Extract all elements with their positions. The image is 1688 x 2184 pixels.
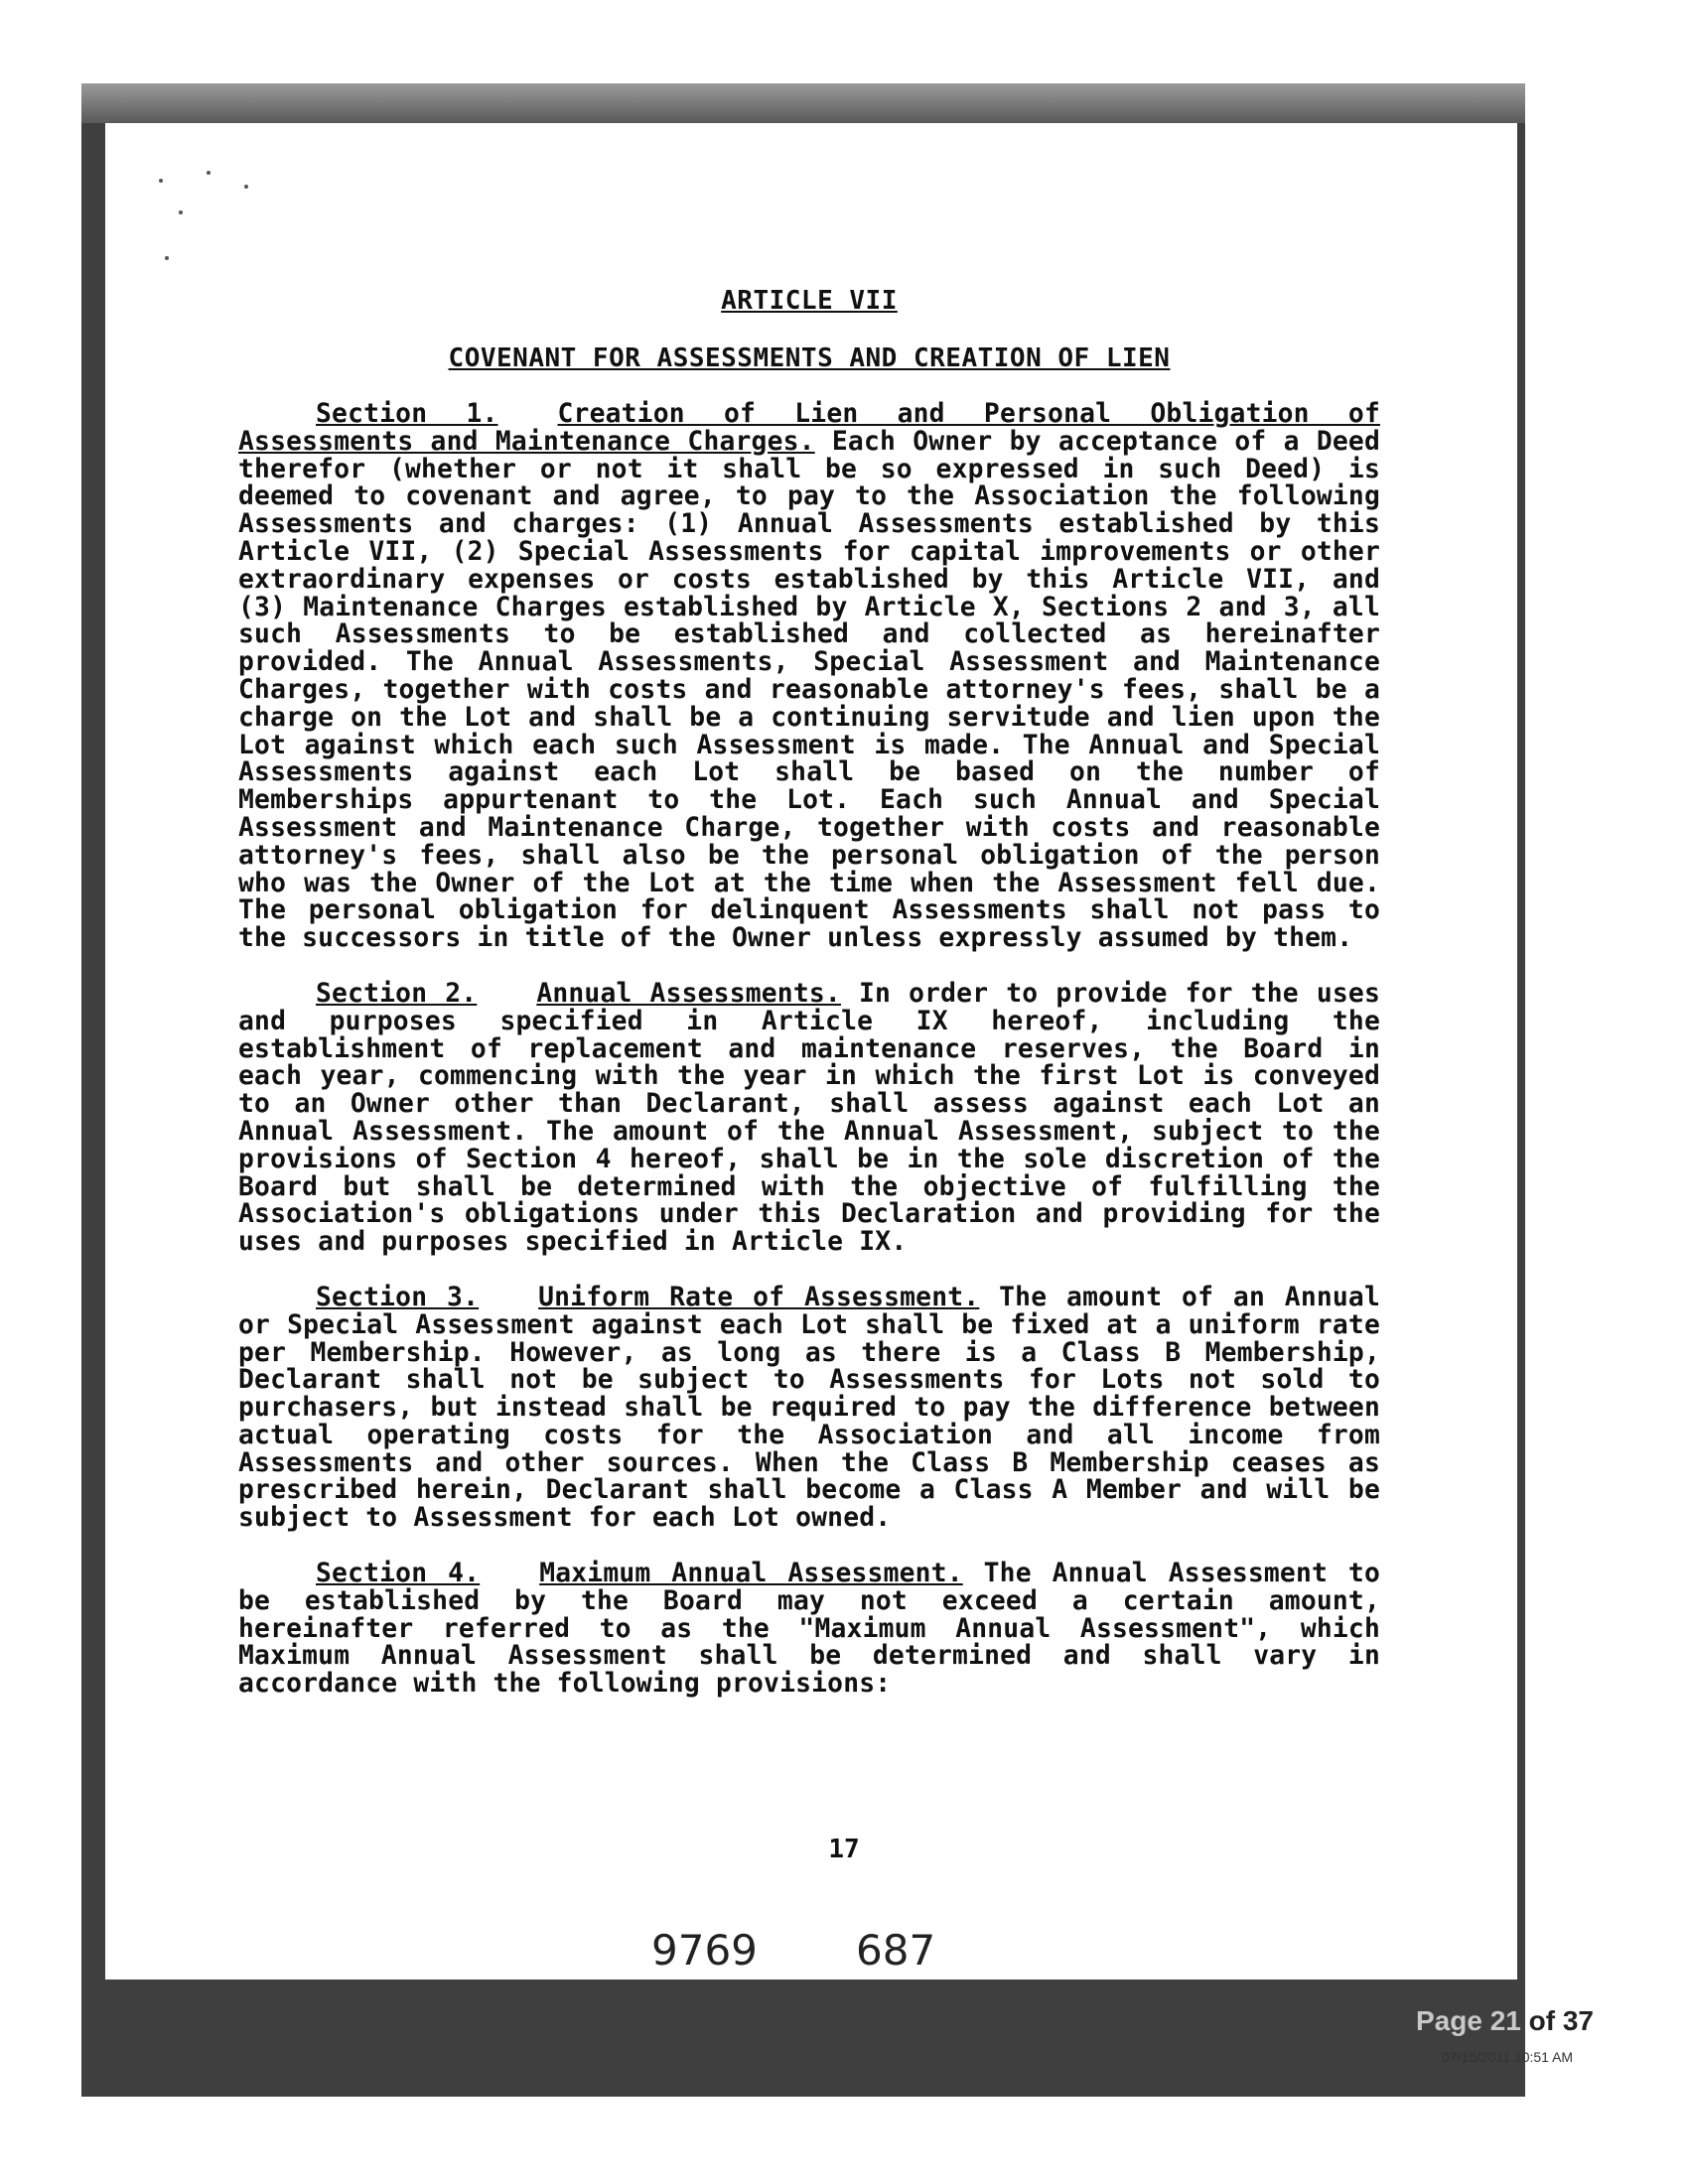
scan-speck — [207, 171, 211, 175]
scan-speck — [159, 179, 163, 183]
page-indicator-current: Page 21 — [1416, 2005, 1521, 2036]
page-indicator — [1416, 2005, 1594, 2037]
section-body: The Annual Assessment to be established by the Board may not exceed a certain amount, hereinafter referred to as the "Maximum Annual Assessment", which Maximum Annual Assessment shall be determined and shall vary in accordance with the following provisions: — [238, 1559, 1380, 1700]
section-title: Uniform Rate of Assessment. — [538, 1282, 980, 1312]
scan-speck — [179, 210, 183, 214]
section-body: The amount of an Annual or Special Assessment against each Lot shall be fixed at a uniform rate per Membership. However, as long as there is a Class B Membership, Declarant shall not be subject to Assessments for Lots not sold to purchasers, but instead shall be required to pay the difference between actual operating costs for the Association and all income from Assessments and other sources. When the Class B Membership ceases as prescribed herein, Declarant shall become a Class A Member and will be subject to Assessment for each Lot owned. — [238, 1282, 1380, 1534]
page-indicator-total: of 37 — [1528, 2005, 1594, 2036]
scan-speck — [244, 185, 248, 189]
scan-speck — [165, 256, 169, 260]
document-body — [238, 278, 1380, 1699]
section-number: Section 2. — [316, 978, 478, 1009]
article-title: ARTICLE VII — [721, 286, 898, 316]
section-4 — [238, 1561, 1380, 1699]
recording-book-stamp: 9769 — [651, 1926, 758, 1975]
section-title: Annual Assessments. — [536, 978, 841, 1009]
section-number: Section 1. — [316, 399, 498, 429]
recording-page-stamp: 687 — [856, 1926, 936, 1975]
section-number: Section 3. — [316, 1282, 480, 1312]
page-number: 17 — [828, 1835, 860, 1864]
section-body: In order to provide for the uses and purposes specified in Article IX hereof, including the establishment of replacement and maintenance reserves, the Board in each year, commencing with the year in which the first Lot is conveyed to an Owner other than Declarant, shall assess against each Lot an Annual Assessment. The amount of the Annual Assessment, subject to the provisions of Section 4 hereof, shall be in the sole discretion of the Board but shall be determined with the objective of fulfilling the Association's obligations under this Declaration and providing for the uses and purposes specified in Article IX. — [238, 978, 1380, 1258]
section-title: Creation of Lien and Personal Obligation of Assessments and Maintenance Charges. — [238, 399, 1380, 457]
scan-timestamp: 07/15/2011 10:51 AM — [1442, 2049, 1574, 2065]
section-title: Maximum Annual Assessment. — [539, 1559, 963, 1589]
section-body: Each Owner by acceptance of a Deed therefor (whether or not it shall be so expressed in such Deed) is deemed to covenant and agree, to pay to the Association the following Assessments and charges: (1) Annual Assessments established by this Article VII, (2) Special Assessments for capital improvements or other extraordinary expenses or costs established by this Article VII, and (3) Maintenance Charges established by Article X, Sections 2 and 3, all such Assessments to be established and collected as hereinafter provided. The Annual Assessments, Special Assessment and Maintenance Charges, together with costs and reasonable attorney's fees, shall be a charge on the Lot and shall be a continuing servitude and lien upon the Lot against which each such Assessment is made. The Annual and Special Assessments against each Lot shall be based on the number of Memberships appurtenant to the Lot. Each such Annual and Special Assessment and Maintenance Charge, together with costs and reasonable attorney's fees, shall also be the personal obligation of the person who was the Owner of the Lot at the time when the Assessment fell due. The personal obligation for delinquent Assessments shall not pass to the successors in title of the Owner unless expressly assumed by them. — [238, 426, 1380, 954]
section-3 — [238, 1282, 1380, 1534]
scan-top-band — [81, 83, 1525, 123]
section-1 — [238, 401, 1380, 953]
section-2 — [238, 978, 1380, 1258]
section-number: Section 4. — [316, 1559, 481, 1589]
article-subtitle: COVENANT FOR ASSESSMENTS AND CREATION OF LIEN — [448, 343, 1171, 373]
